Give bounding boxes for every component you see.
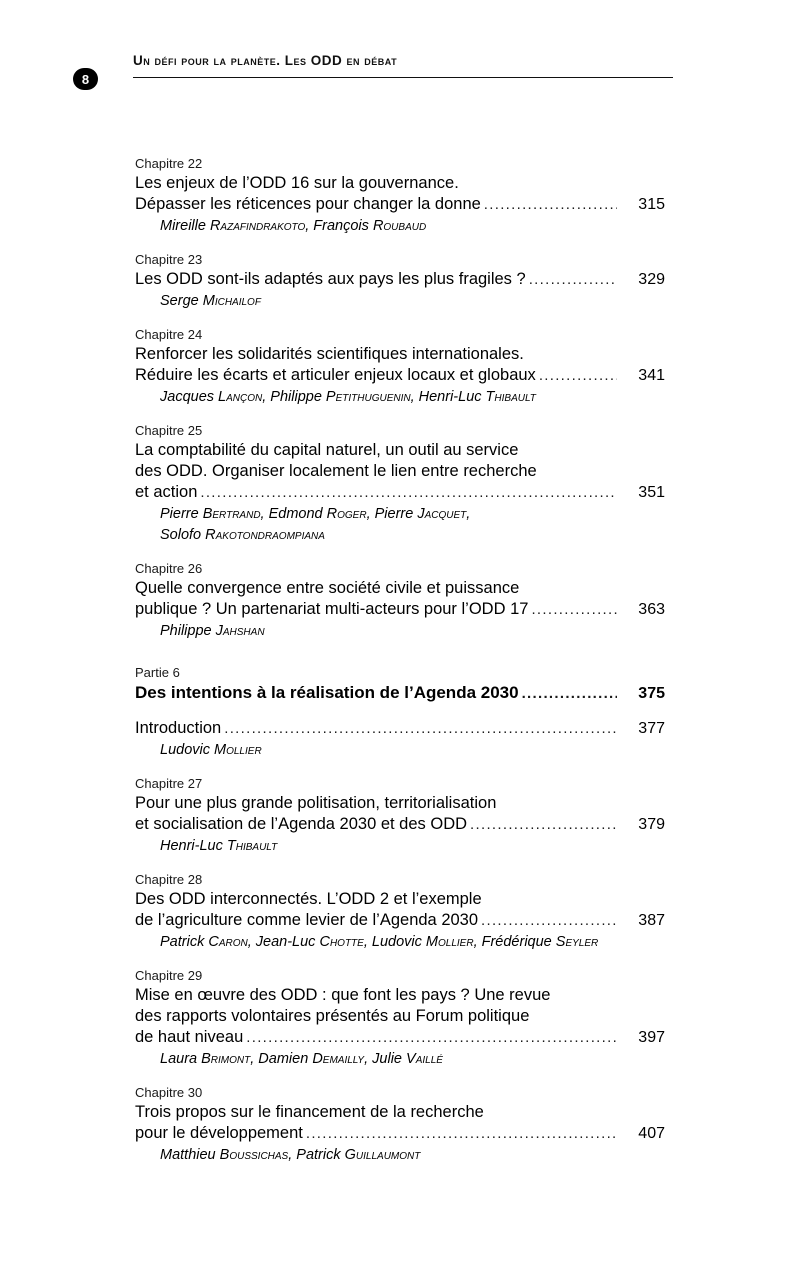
author-surname: Boussichas [219, 1147, 289, 1163]
author-line [160, 621, 665, 641]
title-last-line [135, 269, 665, 290]
title-text: Introduction [135, 719, 222, 737]
title-text: et action [135, 483, 198, 501]
title-last-line [135, 718, 665, 739]
author-surname: Thibault [226, 838, 278, 854]
toc-entry [135, 776, 665, 856]
author-surname: Mollier [425, 934, 474, 950]
entry-label: Chapitre 25 [135, 423, 203, 438]
entry-label: Chapitre 30 [135, 1085, 203, 1100]
title-text: Des intentions à la réalisation de l’Agenda 2030 [135, 683, 519, 702]
author-line [160, 291, 665, 311]
author-text: Philippe [160, 623, 216, 639]
author-surname: Roubaud [372, 218, 427, 234]
author-surname: Thibault [485, 389, 536, 405]
title-last-line [135, 1027, 665, 1048]
author-line [160, 740, 665, 760]
author-text: , Ludovic [363, 934, 426, 950]
author-surname: Razafindrakoto [209, 218, 306, 234]
dot-leader [246, 1027, 617, 1048]
entry-page-number: 407 [638, 1125, 665, 1142]
author-text: Matthieu [160, 1147, 220, 1163]
entry-page-number: 375 [638, 685, 665, 702]
dot-leader [531, 599, 617, 620]
author-surname: Bertrand [202, 506, 261, 522]
author-text: Serge [160, 293, 203, 309]
toc-entry [135, 968, 665, 1069]
author-surname: Demailly [312, 1051, 365, 1067]
author-text: Laura [160, 1051, 202, 1067]
page-number: 8 [81, 71, 90, 87]
author-line [160, 504, 665, 524]
title-line: Mise en œuvre des ODD : que font les pays ? Une revue [135, 986, 551, 1004]
title-line: des rapports volontaires présentés au Forum politique [135, 1007, 530, 1025]
toc-entry [135, 327, 665, 407]
toc-entry [135, 718, 665, 760]
author-text: Mireille [160, 218, 210, 234]
entry-label: Partie 6 [135, 665, 180, 680]
author-text: , Frédérique [473, 934, 556, 950]
author-text: Solofo [160, 527, 206, 543]
entry-page-number: 329 [638, 271, 665, 288]
author-surname: Brimont [201, 1051, 251, 1067]
dot-leader [306, 1123, 617, 1144]
dot-leader [200, 482, 617, 503]
title-line: Pour une plus grande politisation, territorialisation [135, 794, 497, 812]
toc-list [135, 156, 665, 1181]
dot-leader [481, 910, 617, 931]
author-text: , Julie [364, 1051, 407, 1067]
entry-page-number: 387 [638, 912, 665, 929]
author-surname: Mollier [214, 742, 262, 758]
author-line [160, 1145, 665, 1165]
title-line: Trois propos sur le financement de la recherche [135, 1103, 484, 1121]
running-header [133, 52, 673, 78]
title-line: des ODD. Organiser localement le lien entre recherche [135, 462, 537, 480]
author-line [160, 932, 665, 952]
author-surname: Seyler [555, 934, 599, 950]
toc-entry [135, 872, 665, 952]
author-text: , Jean-Luc [247, 934, 320, 950]
entry-page-number: 351 [638, 484, 665, 501]
toc-entry [135, 561, 665, 641]
toc-entry [135, 156, 665, 236]
title-text: de haut niveau [135, 1028, 244, 1046]
author-text: , Henri-Luc [410, 389, 486, 405]
author-text: Patrick [160, 934, 209, 950]
author-surname: Caron [208, 934, 248, 950]
title-last-line [135, 482, 665, 503]
author-text: Ludovic [160, 742, 215, 758]
author-line [160, 836, 665, 856]
title-text: de l’agriculture comme levier de l’Agenda 2030 [135, 911, 479, 929]
author-line [160, 387, 665, 407]
entry-label: Chapitre 23 [135, 252, 203, 267]
author-surname: Vaillé [406, 1051, 443, 1067]
title-last-line [135, 910, 665, 931]
title-text: et socialisation de l’Agenda 2030 et des ODD [135, 815, 468, 833]
title-text: Réduire les écarts et articuler enjeux locaux et globaux [135, 366, 536, 384]
entry-label: Chapitre 29 [135, 968, 203, 983]
author-text: Pierre [160, 506, 203, 522]
entry-page-number: 363 [638, 601, 665, 618]
toc-entry [135, 1085, 665, 1165]
author-surname: Rakotondraompiana [205, 527, 325, 543]
title-text: Dépasser les réticences pour changer la donne [135, 195, 481, 213]
dot-leader [529, 269, 617, 290]
entry-label: Chapitre 22 [135, 156, 203, 171]
title-line: La comptabilité du capital naturel, un outil au service [135, 441, 519, 459]
title-last-line [135, 1123, 665, 1144]
title-last-line [135, 599, 665, 620]
entry-label: Chapitre 27 [135, 776, 203, 791]
toc-entry [135, 252, 665, 311]
dot-leader [470, 814, 617, 835]
author-surname: Guillaumont [344, 1147, 421, 1163]
author-surname: Lançon [218, 389, 263, 405]
title-text: Les ODD sont-ils adaptés aux pays les plus fragiles ? [135, 270, 526, 288]
title-line: Des ODD interconnectés. L’ODD 2 et l’exemple [135, 890, 482, 908]
dot-leader [522, 682, 617, 704]
dot-leader [484, 194, 617, 215]
author-surname: Michailof [202, 293, 261, 309]
author-surname: Petithuguenin [325, 389, 411, 405]
author-line [160, 216, 665, 236]
entry-label: Chapitre 24 [135, 327, 203, 342]
title-last-line [135, 194, 665, 215]
title-text: pour le développement [135, 1124, 303, 1142]
author-text: Henri-Luc [160, 838, 227, 854]
toc-part-entry [135, 665, 665, 704]
title-line: Les enjeux de l’ODD 16 sur la gouvernance. [135, 174, 459, 192]
entry-page-number: 397 [638, 1029, 665, 1046]
author-surname: Jacquet [417, 506, 467, 522]
author-text: , Patrick [288, 1147, 345, 1163]
entry-page-number: 379 [638, 816, 665, 833]
title-line: Quelle convergence entre société civile et puissance [135, 579, 520, 597]
author-line [160, 1049, 665, 1069]
author-text: , Philippe [262, 389, 326, 405]
author-surname: Roger [326, 506, 367, 522]
entry-label: Chapitre 28 [135, 872, 203, 887]
author-text: , Edmond [260, 506, 327, 522]
author-surname: Jahshan [215, 623, 265, 639]
entry-page-number: 341 [638, 367, 665, 384]
running-header-text: Un défi pour la planète. Les ODD en débat [133, 53, 398, 68]
author-text: , [466, 506, 471, 522]
author-line [160, 525, 665, 545]
author-text: , Pierre [366, 506, 418, 522]
title-text: publique ? Un partenariat multi-acteurs pour l’ODD 17 [135, 600, 529, 618]
dot-leader [539, 365, 617, 386]
entry-page-number: 377 [638, 720, 665, 737]
title-last-line [135, 682, 665, 704]
author-text: , François [305, 218, 373, 234]
title-last-line [135, 814, 665, 835]
dot-leader [224, 718, 617, 739]
entry-page-number: 315 [638, 196, 665, 213]
title-last-line [135, 365, 665, 386]
entry-label: Chapitre 26 [135, 561, 203, 576]
title-line: Renforcer les solidarités scientifiques internationales. [135, 345, 524, 363]
page-number-badge [73, 68, 98, 90]
author-text: , Damien [250, 1051, 313, 1067]
author-text: Jacques [160, 389, 219, 405]
author-surname: Chotte [319, 934, 364, 950]
toc-entry [135, 423, 665, 545]
